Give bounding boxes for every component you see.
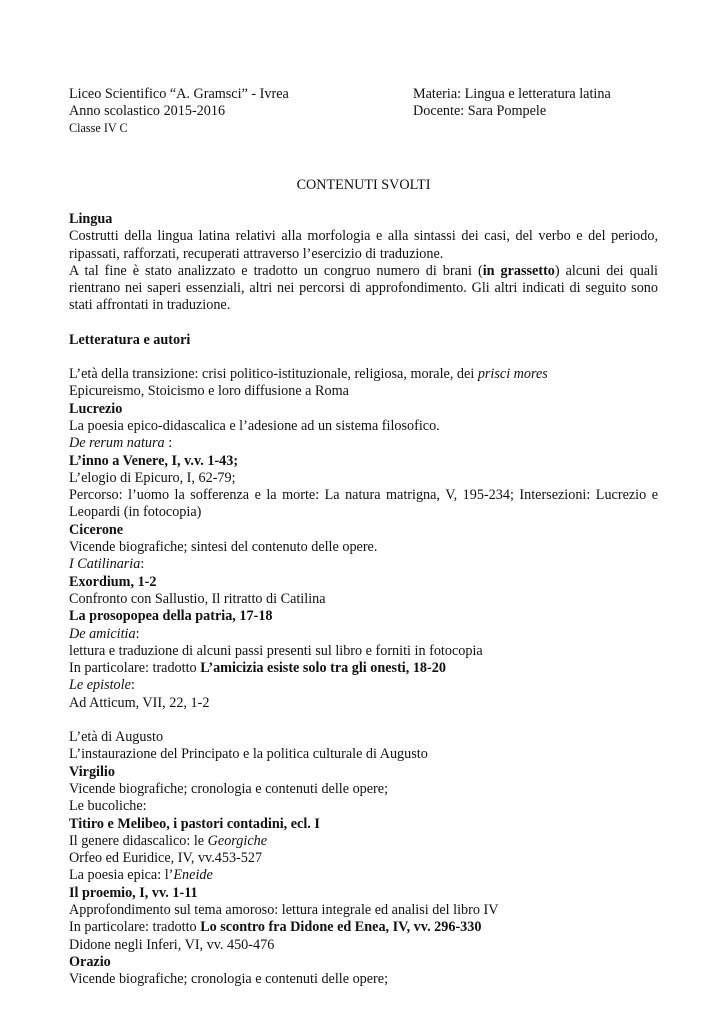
text-run: Il genere didascalico: le [69, 832, 208, 849]
line-scontro [69, 919, 658, 936]
lingua-paragraph-2 [69, 263, 658, 315]
line-percorso: Percorso: l’uomo la sofferenza e la morte: La natura matrigna, V, 195-234; Intersezioni: Lucrezio e Leopardi (in fotocopia) [69, 487, 658, 521]
text-run: A tal fine è stato analizzato e tradotto un congruo numero di brani ( [69, 262, 483, 279]
line-prosopopea: La prosopopea della patria, 17-18 [69, 608, 273, 625]
line-augusto: L’età di Augusto [69, 729, 164, 746]
italic-run: I Catilinaria [69, 556, 141, 573]
text-run: : [140, 556, 145, 573]
italic-run: De amicitia [69, 625, 136, 642]
line-transizione [69, 366, 658, 383]
line-catilinaria [69, 556, 658, 573]
bold-run: in grassetto [482, 262, 555, 279]
line-confronto: Confronto con Sallustio, Il ritratto di Catilina [69, 590, 326, 607]
author-cicerone: Cicerone [69, 521, 124, 538]
italic-run: prisci mores [477, 366, 548, 383]
line-epistole [69, 677, 658, 694]
text-run: In particolare: tradotto [69, 660, 201, 677]
header-right [413, 86, 611, 121]
class-name: Classe IV C [69, 120, 128, 135]
line-proemio: Il proemio, I, vv. 1-11 [69, 884, 198, 901]
author-lucrezio: Lucrezio [69, 400, 123, 417]
italic-run: De rerum natura [69, 435, 165, 452]
document-title: CONTENUTI SVOLTI [296, 177, 431, 193]
line-amicitia [69, 626, 658, 643]
header-left [69, 86, 289, 136]
text-run: : [130, 677, 135, 694]
section-heading-lingua: Lingua [69, 211, 113, 227]
document-page [69, 86, 658, 988]
line-particolare [69, 660, 658, 677]
document-header [69, 86, 658, 134]
line-inno: L’inno a Venere, I, v.v. 1-43; [69, 452, 239, 469]
lingua-paragraph-1: Costrutti della lingua latina relativi alla morfologia e alla sintassi dei casi, del verbo e del periodo, ripassati, rafforzati, recuperati attraverso l’esercizio di traduzione. [69, 228, 658, 262]
bold-run: Lo scontro fra Didone ed Enea, IV, vv. 296-330 [200, 919, 482, 936]
line-atticum: Ad Atticum, VII, 22, 1-2 [69, 694, 210, 711]
text-run: ) alcuni dei quali rientrano nei saperi essenziali, altri nei percorsi di approfondimento. Gli altri indicati di seguito sono stati affrontati in traduzione. [69, 262, 658, 314]
line-epicureismo: Epicureismo, Stoicismo e loro diffusione a Roma [69, 383, 349, 400]
line-lucrezio-desc: La poesia epico-didascalica e l’adesione ad un sistema filosofico. [69, 417, 440, 434]
school-name: Liceo Scientifico “A. Gramsci” - Ivrea [69, 86, 289, 102]
line-cicerone-desc: Vicende biografiche; sintesi del contenuto delle opere. [69, 539, 378, 556]
section-heading-letteratura: Letteratura e autori [69, 331, 191, 348]
text-run: In particolare: tradotto [69, 919, 201, 936]
text-run: : [164, 435, 173, 452]
author-orazio: Orazio [69, 953, 111, 970]
bold-run: L’amicizia esiste solo tra gli onesti, 18-20 [200, 660, 446, 677]
line-elogio: L’elogio di Epicuro, I, 62-79; [69, 469, 236, 486]
line-eneide [69, 867, 658, 884]
text-run: : [135, 625, 140, 642]
line-lettura: lettura e traduzione di alcuni passi presenti sul libro e forniti in fotocopia [69, 642, 483, 659]
line-exordium: Exordium, 1-2 [69, 573, 157, 590]
line-principato: L’instaurazione del Principato e la politica culturale di Augusto [69, 746, 428, 763]
line-virgilio-desc: Vicende biografiche; cronologia e contenuti delle opere; [69, 780, 389, 797]
line-approfondimento: Approfondimento sul tema amoroso: lettura integrale ed analisi del libro IV [69, 901, 499, 918]
line-orfeo: Orfeo ed Euridice, IV, vv.453-527 [69, 850, 263, 867]
italic-run: Georgiche [207, 832, 268, 849]
school-year: Anno scolastico 2015-2016 [69, 103, 226, 120]
line-georgiche [69, 833, 658, 850]
line-bucoliche: Le bucoliche: [69, 798, 147, 815]
line-drn [69, 435, 658, 452]
line-titiro: Titiro e Melibeo, i pastori contadini, ecl. I [69, 815, 320, 832]
line-didone: Didone negli Inferi, VI, vv. 450-476 [69, 936, 275, 953]
author-virgilio: Virgilio [69, 763, 115, 780]
italic-run: Le epistole [69, 677, 131, 694]
italic-run: Eneide [173, 867, 213, 884]
subject: Materia: Lingua e letteratura latina [413, 86, 611, 102]
teacher: Docente: Sara Pompele [413, 103, 547, 120]
text-run: L’età della transizione: crisi politico-istituzionale, religiosa, morale, dei [69, 366, 478, 383]
line-orazio-desc: Vicende biografiche; cronologia e contenuti delle opere; [69, 971, 389, 988]
text-run: La poesia epica: l’ [69, 867, 174, 884]
